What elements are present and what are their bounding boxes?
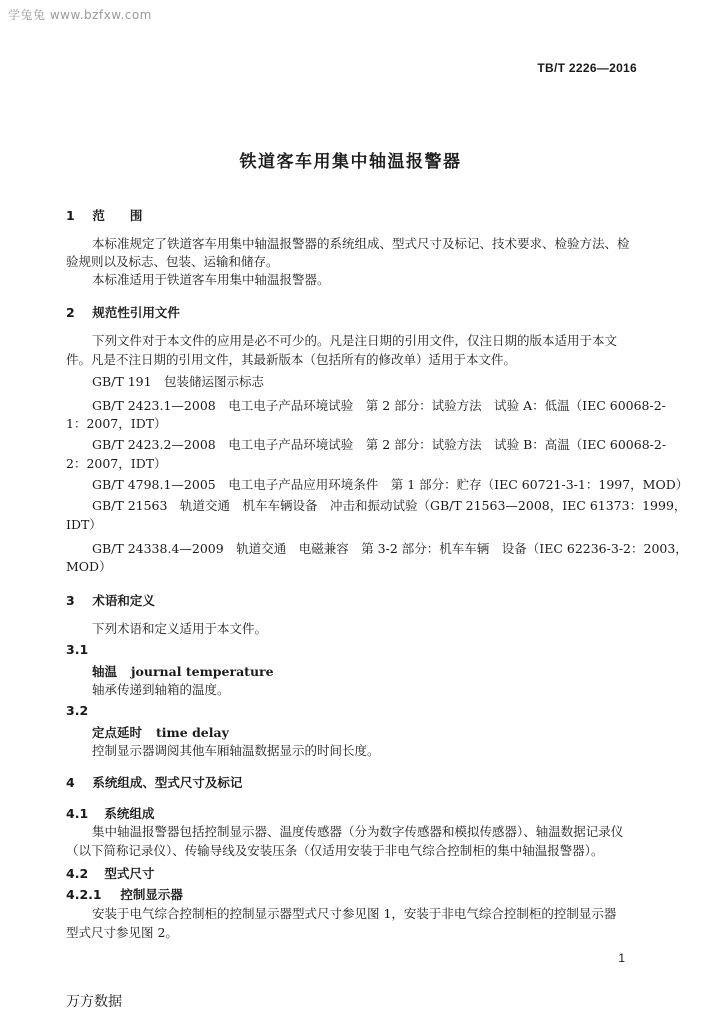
reference-entry-continued: MOD） xyxy=(66,559,112,574)
reference-entry: GB/T 2423.2—2008 电工电子产品环境试验 第 2 部分：试验方法 试验 B：高温（IEC 60068-2- xyxy=(92,437,667,452)
section-title: 规范性引用文件 xyxy=(92,305,180,320)
paragraph-line: 本标准规定了铁道客车用集中轴温报警器的系统组成、型式尺寸及标记、技术要求、检验方法、检 xyxy=(92,236,630,251)
reference-entry: GB/T 24338.4—2009 轨道交通 电磁兼容 第 3-2 部分：机车车辆 设备（IEC 62236-3-2：2003， xyxy=(92,541,688,556)
term-definition: 轴承传递到轴箱的温度。 xyxy=(92,682,230,697)
standard-code: TB/T 2226—2016 xyxy=(537,61,637,75)
section-2-heading xyxy=(66,303,180,321)
subsection-number: 4.2.1 xyxy=(66,887,102,902)
term-heading xyxy=(92,662,274,680)
term-chinese: 轴温 xyxy=(92,664,118,679)
reference-entry-continued: 1：2007，IDT） xyxy=(66,416,167,431)
section-number: 1 xyxy=(66,208,75,223)
subsection-4-2-heading xyxy=(66,864,154,882)
paragraph-line: 型式尺寸参见图 2。 xyxy=(66,925,178,940)
document-title: 铁道客车用集中轴温报警器 xyxy=(239,152,462,172)
section-number: 3 xyxy=(66,593,75,608)
subsection-4-2-1-heading xyxy=(66,885,183,903)
page-number: 1 xyxy=(618,951,625,965)
reference-entry: GB/T 2423.1—2008 电工电子产品环境试验 第 2 部分：试验方法 试验 A：低温（IEC 60068-2- xyxy=(92,398,666,413)
paragraph-line: 安装于电气综合控制柜的控制显示器型式尺寸参见图 1，安装于非电气综合控制柜的控制显示器 xyxy=(92,906,617,921)
reference-entry: GB/T 4798.1—2005 电工电子产品应用环境条件 第 1 部分：贮存（IEC 60721-3-1：1997，MOD） xyxy=(92,477,689,492)
subsection-number: 4.1 xyxy=(66,806,89,821)
paragraph-line: 下列文件对于本文件的应用是必不可少的。凡是注日期的引用文件，仅注日期的版本适用于本文 xyxy=(92,333,618,348)
term-chinese: 定点延时 xyxy=(92,725,143,740)
term-number: 3.2 xyxy=(66,703,89,718)
watermark-top: 学兔兔 www.bzfxw.com xyxy=(8,8,152,22)
section-4-heading xyxy=(66,773,242,791)
section-title: 术语和定义 xyxy=(92,593,155,608)
paragraph-line: 下列术语和定义适用于本文件。 xyxy=(92,621,268,636)
subsection-title: 控制显示器 xyxy=(120,887,183,902)
section-3-heading xyxy=(66,591,155,609)
term-number: 3.1 xyxy=(66,642,89,657)
subsection-number: 4.2 xyxy=(66,866,89,881)
term-heading xyxy=(92,723,229,741)
section-1-heading xyxy=(66,206,142,224)
subsection-title: 型式尺寸 xyxy=(104,866,155,881)
section-title: 系统组成、型式尺寸及标记 xyxy=(92,775,243,790)
watermark-bottom: 万方数据 xyxy=(66,994,122,1010)
reference-entry-continued: IDT） xyxy=(66,517,102,532)
reference-entry-continued: 2：2007，IDT） xyxy=(66,456,167,471)
subsection-title: 系统组成 xyxy=(104,806,155,821)
term-definition: 控制显示器调阅其他车厢轴温数据显示的时间长度。 xyxy=(92,743,380,758)
paragraph-line: 集中轴温报警器包括控制显示器、温度传感器（分为数字传感器和模拟传感器）、轴温数据记录仪 xyxy=(92,824,624,839)
term-english: time delay xyxy=(156,725,229,740)
paragraph-line: 本标准适用于铁道客车用集中轴温报警器。 xyxy=(92,272,330,287)
term-english: journal temperature xyxy=(131,664,274,679)
reference-entry: GB/T 191 包装储运图示标志 xyxy=(92,374,265,389)
section-number: 4 xyxy=(66,775,75,790)
paragraph-line: 件。凡是不注日期的引用文件，其最新版本（包括所有的修改单）适用于本文件。 xyxy=(66,352,517,367)
reference-entry: GB/T 21563 轨道交通 机车车辆设备 冲击和振动试验（GB/T 21563—2008，IEC 61373：1999， xyxy=(92,498,687,513)
subsection-4-1-heading xyxy=(66,804,154,822)
paragraph-line: 验规则以及标志、包装、运输和储存。 xyxy=(66,254,279,269)
section-title: 范 围 xyxy=(92,208,143,223)
paragraph-line: （以下简称记录仪）、传输导线及安装压条（仅适用安装于非电气综合控制柜的集中轴温报警器）。 xyxy=(66,843,604,858)
section-number: 2 xyxy=(66,305,75,320)
